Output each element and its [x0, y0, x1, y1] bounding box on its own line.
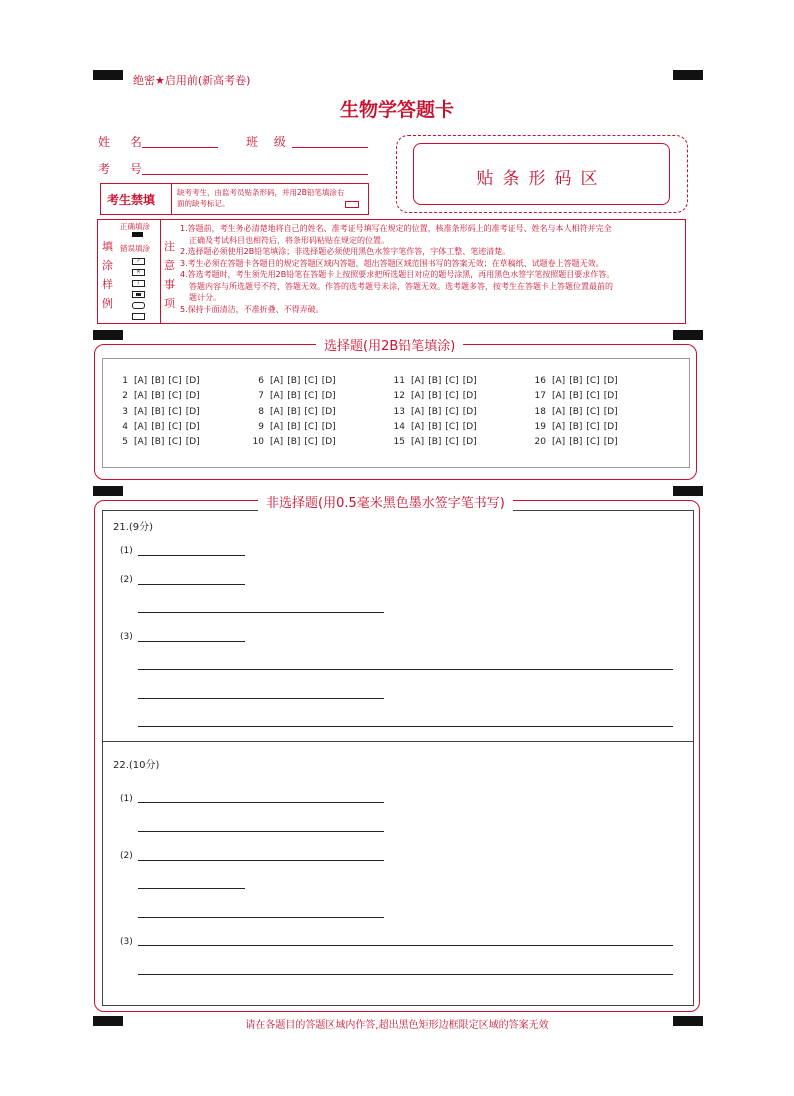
choice-question-number: 10 [252, 437, 264, 448]
choice-option-bubble[interactable]: [B] [287, 421, 301, 432]
choice-question-2 [114, 391, 204, 401]
choice-question-number: 16 [534, 376, 546, 386]
choice-question-number: 9 [258, 421, 264, 432]
choice-option-bubble[interactable]: [A] [270, 437, 284, 448]
exam-no-field[interactable] [142, 174, 368, 175]
question-divider [102, 741, 694, 742]
wrong-fill-check-sample: ✓ [132, 258, 145, 265]
choice-option-bubble[interactable]: [C] [168, 437, 182, 448]
choice-option-bubble[interactable]: [C] [586, 376, 600, 386]
q22-part-1-label: (1) [120, 794, 133, 804]
correct-fill-label: 正确填涂 [120, 222, 150, 231]
answer-line[interactable] [138, 802, 384, 803]
choice-option-bubble[interactable]: [C] [586, 421, 600, 432]
choice-question-number: 1 [122, 376, 128, 386]
choice-option-bubble[interactable]: [C] [168, 406, 182, 417]
correct-fill-sample [132, 232, 143, 237]
question-21-head: 21.(9分) [113, 522, 154, 533]
alignment-mark [673, 70, 703, 80]
alignment-mark [93, 330, 123, 340]
choice-question-number: 18 [534, 406, 546, 417]
secret-label: 绝密★启用前(新高考卷) [133, 74, 251, 87]
note-line: 1.答题前，考生务必清楚地将自己的姓名、准考证号填写在规定的位置，核准条形码上的准考证号、姓名与本人相符并完全 [180, 224, 612, 233]
choice-option-bubble[interactable]: [D] [185, 391, 200, 402]
choice-question-19 [532, 422, 622, 432]
choice-option-bubble[interactable]: [C] [304, 406, 318, 417]
class-label: 班 级 [246, 135, 292, 149]
choice-option-bubble[interactable]: [B] [428, 437, 442, 448]
choice-option-bubble[interactable]: [B] [569, 376, 583, 386]
choice-option-bubble[interactable]: [A] [134, 437, 148, 448]
choice-option-bubble[interactable]: [B] [569, 391, 583, 402]
choice-option-bubble[interactable]: [D] [462, 437, 477, 448]
choice-question-6 [250, 376, 340, 386]
choice-question-7 [250, 391, 340, 401]
choice-option-bubble[interactable]: [B] [569, 437, 583, 448]
choice-option-bubble[interactable]: [C] [168, 421, 182, 432]
note-line: 4.答选考题时，考生须先用2B铅笔在答题卡上按照要求把所选题目对应的题号涂黑，再用黑色水签字笔按照题目要求作答。 [180, 270, 615, 279]
choice-question-16 [532, 376, 622, 386]
choice-option-bubble[interactable]: [B] [151, 421, 165, 432]
class-field[interactable] [292, 147, 368, 148]
answer-line[interactable] [138, 974, 673, 975]
q21-part-2-label: (2) [120, 575, 133, 585]
banned-label: 考生禁填 [107, 193, 156, 207]
choice-option-bubble[interactable]: [B] [151, 391, 165, 402]
banned-box [100, 183, 369, 215]
choice-option-bubble[interactable]: [D] [321, 421, 336, 432]
wrong-fill-label: 错误填涂 [120, 244, 150, 253]
absence-mark-box[interactable] [345, 201, 359, 208]
choice-option-bubble[interactable]: [D] [185, 406, 200, 417]
choice-option-bubble[interactable]: [A] [134, 406, 148, 417]
choice-option-bubble[interactable]: [C] [445, 437, 459, 448]
divider [160, 220, 161, 323]
note-line: 题计分。 [189, 293, 221, 302]
choice-option-bubble[interactable]: [D] [603, 421, 618, 432]
q21-part-1-label: (1) [120, 546, 133, 556]
choice-question-14 [391, 422, 481, 432]
choice-question-11 [391, 376, 481, 386]
answer-line[interactable] [138, 831, 384, 832]
choice-option-bubble[interactable]: [B] [151, 406, 165, 417]
choice-option-bubble[interactable]: [A] [411, 406, 425, 417]
choice-option-bubble[interactable]: [D] [462, 391, 477, 402]
choice-question-number: 2 [122, 391, 128, 402]
choice-option-bubble[interactable]: [D] [321, 391, 336, 402]
answer-line[interactable] [138, 726, 673, 727]
choice-option-bubble[interactable]: [D] [321, 376, 336, 386]
choice-option-bubble[interactable]: [A] [134, 421, 148, 432]
choice-option-bubble[interactable]: [A] [270, 376, 284, 386]
choice-option-bubble[interactable]: [C] [586, 406, 600, 417]
choice-option-bubble[interactable]: [A] [552, 391, 566, 402]
wrong-fill-cross-sample: ✕ [132, 269, 145, 276]
choice-option-bubble[interactable]: [A] [552, 421, 566, 432]
choice-question-number: 20 [534, 437, 546, 448]
choice-option-bubble[interactable]: [B] [151, 376, 165, 386]
choice-option-bubble[interactable]: [D] [185, 437, 200, 448]
choice-option-bubble[interactable]: [A] [552, 376, 566, 386]
choice-option-bubble[interactable]: [C] [168, 376, 182, 386]
choice-option-bubble[interactable]: [D] [321, 406, 336, 417]
answer-line[interactable] [138, 698, 384, 699]
choice-option-bubble[interactable]: [D] [603, 406, 618, 417]
choice-option-bubble[interactable]: [A] [411, 437, 425, 448]
answer-line[interactable] [138, 584, 245, 585]
answer-line[interactable] [138, 669, 673, 670]
wrong-fill-partial-sample [132, 291, 145, 298]
choice-option-bubble[interactable]: [C] [304, 421, 318, 432]
choice-option-bubble[interactable]: [D] [185, 421, 200, 432]
choice-option-bubble[interactable]: [C] [445, 376, 459, 386]
answer-line[interactable] [138, 555, 245, 556]
choice-option-bubble[interactable]: [C] [304, 391, 318, 402]
choice-question-8 [250, 407, 340, 417]
choice-question-15 [391, 437, 481, 447]
question-22-head: 22.(10分) [113, 760, 160, 771]
choice-option-bubble[interactable]: [B] [287, 376, 301, 386]
choice-question-number: 6 [258, 376, 264, 386]
choice-question-number: 11 [393, 376, 405, 386]
choice-question-20 [532, 437, 622, 447]
notes-label: 注 意 事 项 [164, 240, 175, 310]
choice-option-bubble[interactable]: [C] [445, 421, 459, 432]
choice-option-bubble[interactable]: [D] [603, 391, 618, 402]
choice-question-13 [391, 407, 481, 417]
answer-line[interactable] [138, 945, 673, 946]
q22-part-3-label: (3) [120, 937, 133, 947]
choice-option-bubble[interactable]: [B] [287, 437, 301, 448]
note-line: 3.考生必须在答题卡各题目的规定答题区域内答题，超出答题区域范围书写的答案无效；在草稿纸、试题卷上答题无效。 [180, 258, 604, 268]
choice-option-bubble[interactable]: [C] [445, 391, 459, 402]
choice-option-bubble[interactable]: [D] [603, 376, 618, 386]
wrong-fill-slash-sample: / [132, 280, 145, 287]
choice-option-bubble[interactable]: [A] [552, 406, 566, 417]
wrong-fill-empty-sample [132, 313, 145, 320]
choice-question-18 [532, 407, 622, 417]
barcode-area [413, 143, 670, 205]
choice-option-bubble[interactable]: [A] [270, 421, 284, 432]
alignment-mark [93, 486, 123, 496]
exam-no-label: 考 号 [98, 162, 150, 176]
choice-option-bubble[interactable]: [B] [287, 391, 301, 402]
choice-option-bubble[interactable]: [A] [411, 421, 425, 432]
name-label: 姓 名 [98, 135, 150, 149]
answer-line[interactable] [138, 612, 384, 613]
choice-option-bubble[interactable]: [A] [411, 391, 425, 402]
choice-question-number: 4 [122, 421, 128, 432]
choice-option-bubble[interactable]: [B] [151, 437, 165, 448]
choice-question-number: 15 [393, 437, 405, 448]
choice-question-number: 14 [393, 421, 405, 432]
choice-question-number: 19 [534, 421, 546, 432]
choice-question-12 [391, 391, 481, 401]
instructions-box [97, 219, 686, 324]
answer-line[interactable] [138, 888, 245, 889]
choice-option-bubble[interactable]: [B] [428, 406, 442, 417]
nonchoice-section-title: 非选择题(用0.5毫米黑色墨水签字笔书写) [258, 492, 513, 511]
choice-option-bubble[interactable]: [B] [428, 391, 442, 402]
answer-line[interactable] [138, 641, 245, 642]
choice-question-number: 5 [122, 437, 128, 448]
choice-question-10 [250, 437, 340, 447]
fill-example-label: 填 涂 样 例 [102, 240, 113, 310]
banned-text: 缺考考生，由监考员贴条形码，并用2B铅笔填涂右面的缺考标记。 [177, 188, 345, 208]
choice-option-bubble[interactable]: [C] [586, 437, 600, 448]
choice-question-number: 8 [258, 406, 264, 417]
choice-option-bubble[interactable]: [C] [304, 437, 318, 448]
choice-question-number: 17 [534, 391, 546, 402]
choice-question-number: 3 [122, 406, 128, 417]
choice-question-1 [114, 376, 204, 386]
choice-option-bubble[interactable]: [D] [321, 437, 336, 448]
divider [171, 184, 172, 214]
choice-option-bubble[interactable]: [B] [428, 376, 442, 386]
q22-part-2-label: (2) [120, 851, 133, 861]
choice-option-bubble[interactable]: [C] [304, 376, 318, 386]
note-line: 2.选择题必须使用2B铅笔填涂；非选择题必须使用黑色水签字笔作答，字体工整、笔迹清楚。 [180, 247, 511, 256]
choice-option-bubble[interactable]: [C] [168, 391, 182, 402]
choice-option-bubble[interactable]: [D] [462, 376, 477, 386]
choice-question-number: 12 [393, 391, 405, 402]
alignment-mark [93, 70, 123, 80]
choice-question-number: 13 [393, 406, 405, 417]
choice-option-bubble[interactable]: [D] [603, 437, 618, 448]
choice-option-bubble[interactable]: [C] [586, 391, 600, 402]
choice-question-3 [114, 407, 204, 417]
choice-option-bubble[interactable]: [B] [569, 406, 583, 417]
note-line: 正确及考试科目也相符后，将条形码粘贴在规定的位置。 [189, 235, 389, 245]
choice-option-bubble[interactable]: [D] [462, 406, 477, 417]
choice-question-4 [114, 422, 204, 432]
choice-option-bubble[interactable]: [A] [270, 406, 284, 417]
note-line: 5.保持卡面清洁，不准折叠、不得弄破。 [180, 304, 324, 314]
choice-option-bubble[interactable]: [A] [552, 437, 566, 448]
choice-option-bubble[interactable]: [B] [569, 421, 583, 432]
answer-line[interactable] [138, 860, 384, 861]
alignment-mark [673, 330, 703, 340]
barcode-area-label: 贴条形码区 [476, 169, 607, 189]
footer-note: 请在各题目的答题区域内作答,超出黑色矩形边框限定区域的答案无效 [245, 1020, 549, 1031]
choice-option-bubble[interactable]: [C] [445, 406, 459, 417]
choice-question-17 [532, 391, 622, 401]
choice-section-title: 选择题(用2B铅笔填涂) [316, 335, 463, 354]
choice-question-number: 7 [258, 391, 264, 402]
choice-option-bubble[interactable]: [B] [287, 406, 301, 417]
choice-option-bubble[interactable]: [D] [462, 421, 477, 432]
name-field[interactable] [142, 147, 218, 148]
choice-option-bubble[interactable]: [D] [185, 376, 200, 386]
choice-option-bubble[interactable]: [A] [270, 391, 284, 402]
q21-part-3-label: (3) [120, 632, 133, 642]
answer-line[interactable] [138, 917, 384, 918]
alignment-mark [673, 486, 703, 496]
page-title: 生物学答题卡 [339, 99, 454, 121]
choice-option-bubble[interactable]: [A] [134, 376, 148, 386]
wrong-fill-circle-sample [132, 302, 145, 309]
choice-question-5 [114, 437, 204, 447]
choice-option-bubble[interactable]: [A] [134, 391, 148, 402]
note-line: 答题内容与所选题号不符，答题无效。作答的选考题号未涂，答题无效。选考题多答，按考生在答题卡上答题位置最前的 [189, 281, 613, 291]
choice-question-9 [250, 422, 340, 432]
notes-text [180, 223, 685, 315]
choice-option-bubble[interactable]: [A] [411, 376, 425, 386]
choice-option-bubble[interactable]: [B] [428, 421, 442, 432]
